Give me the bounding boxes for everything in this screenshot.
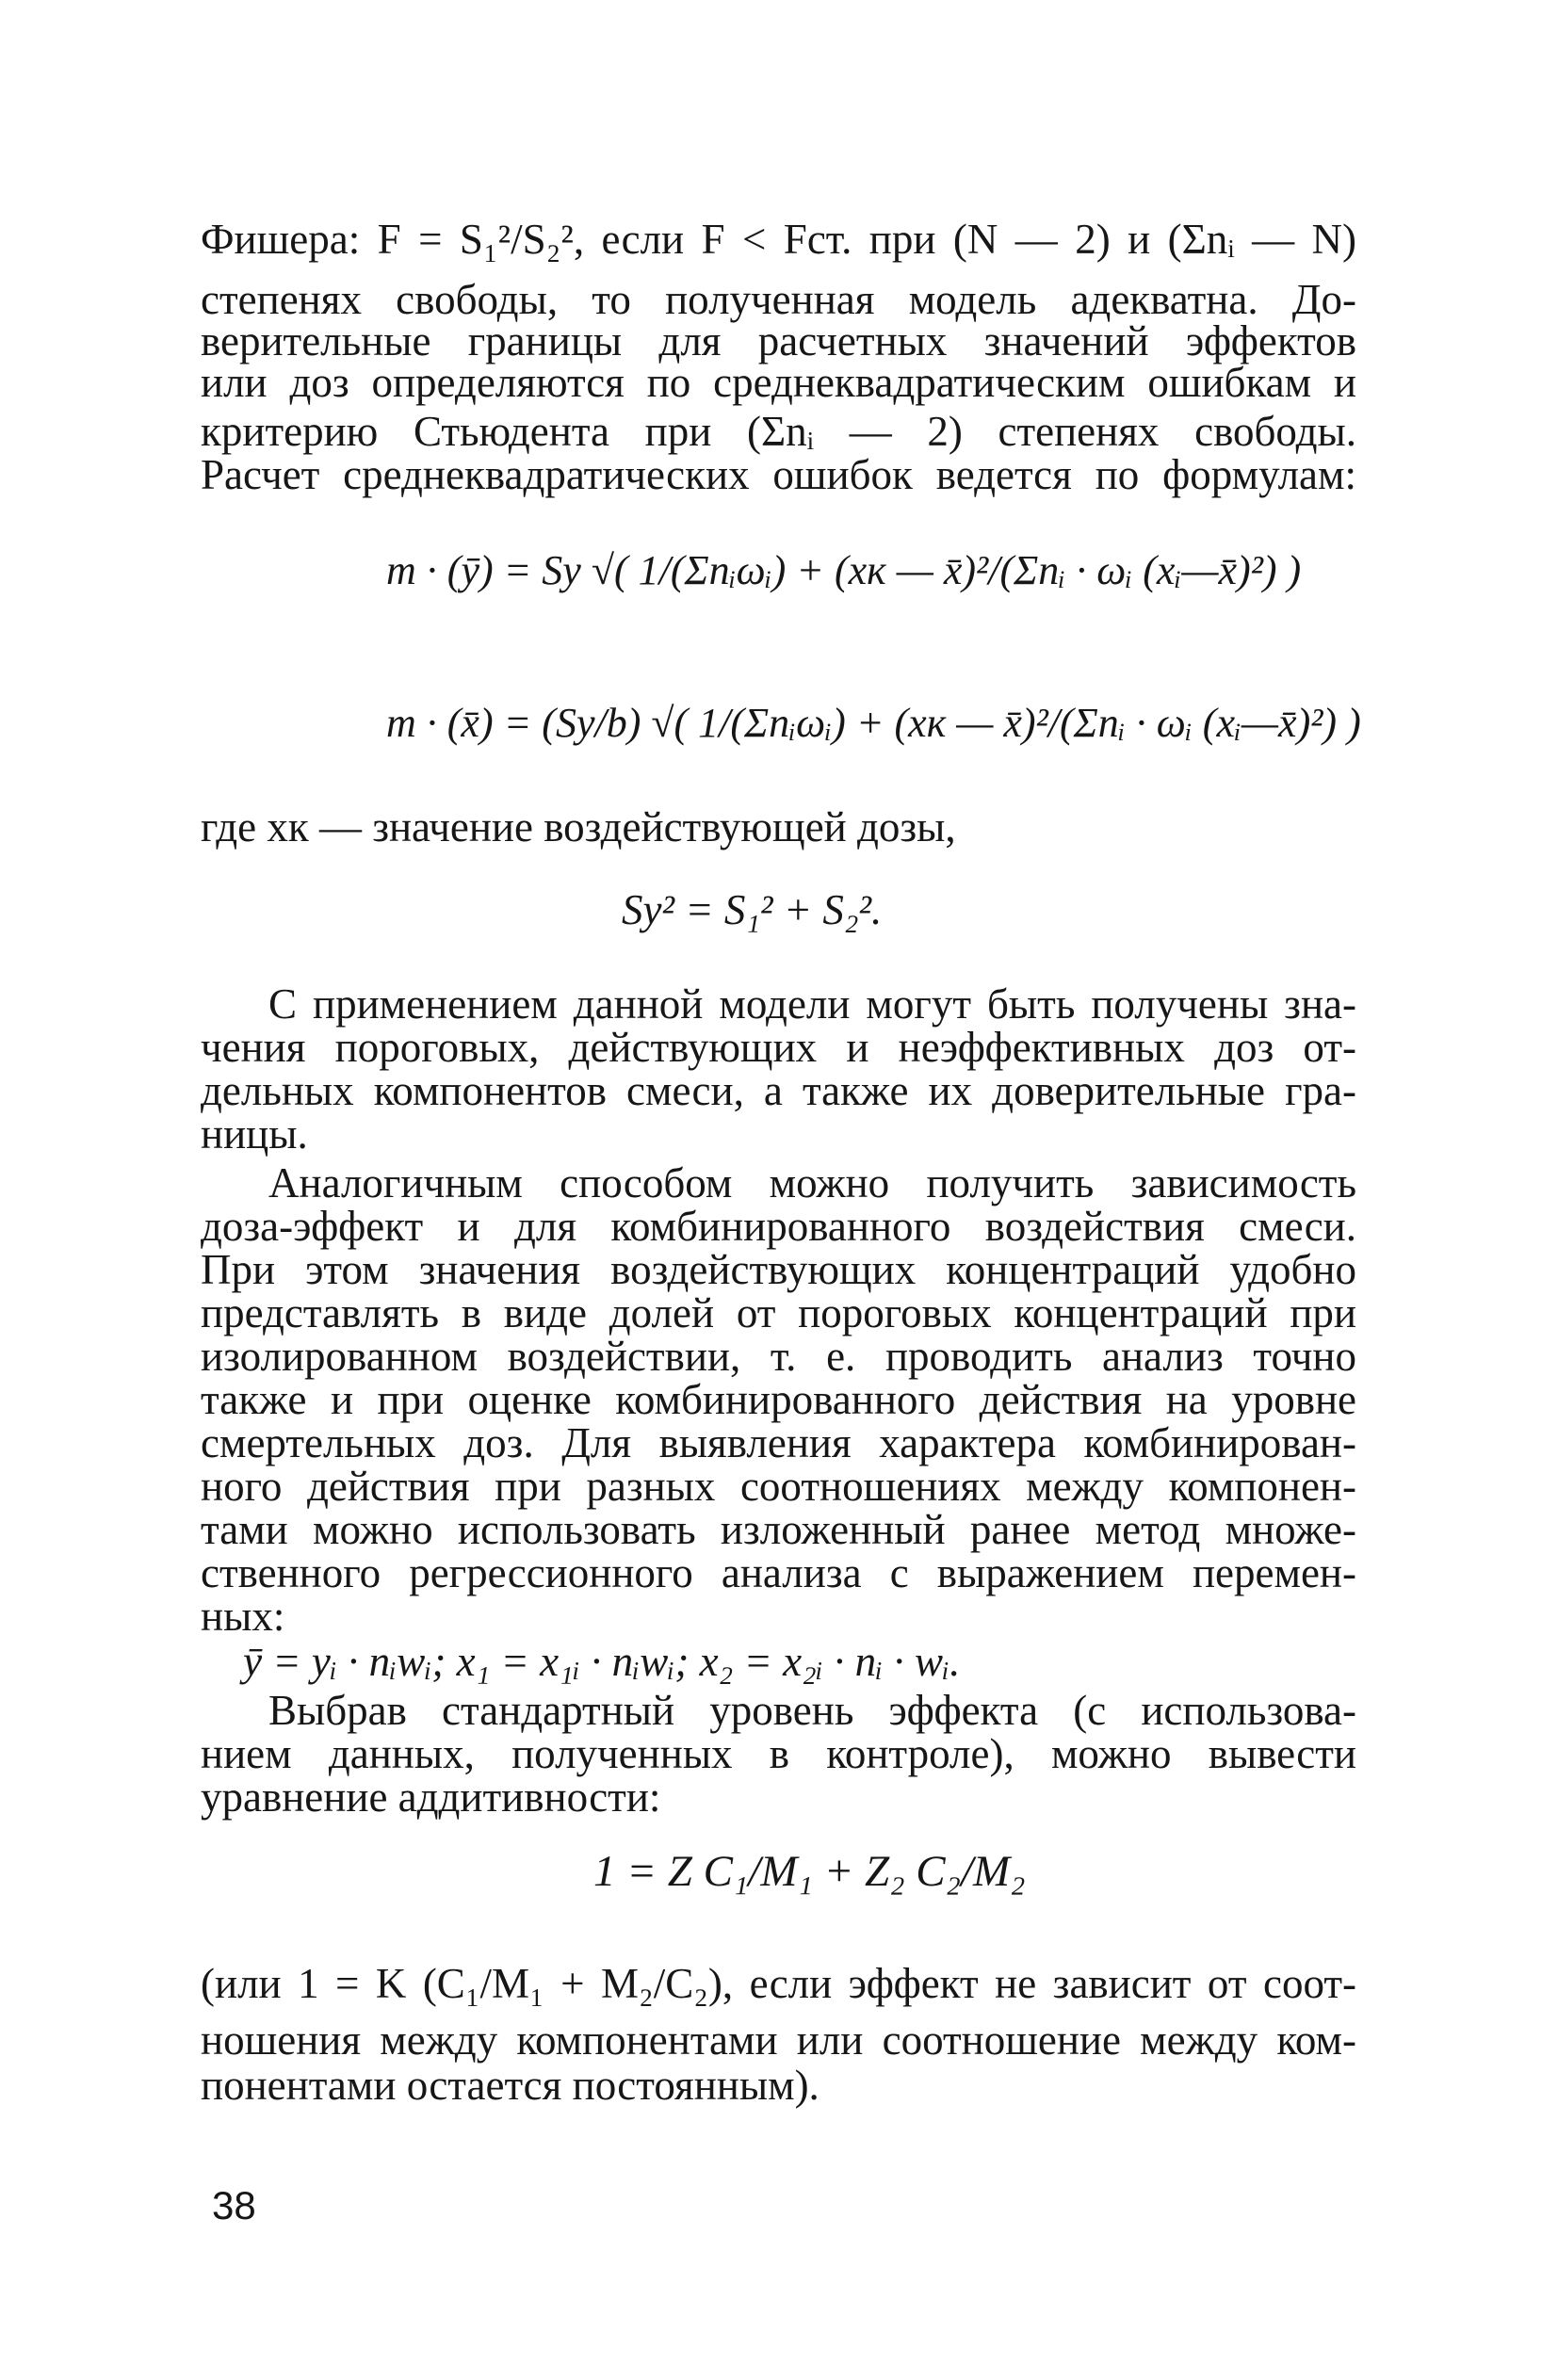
text-line: понентами остается постоянным). xyxy=(201,2062,820,2109)
text-line: доза-эффект и для комбинированного воздействия смеси. xyxy=(201,1203,1356,1250)
formula-variables: ȳ = yᵢ · nᵢwᵢ; x₁ = x₁ᵢ · nᵢwᵢ; x₂ = x₂ᵢ · nᵢ · wᵢ. xyxy=(243,1638,961,1685)
text-line: С применением данной модели могут быть получены зна- xyxy=(268,980,1356,1028)
text-line: дельных компонентов смеси, а также их доверительные гра- xyxy=(201,1067,1356,1114)
text-line: степенях свободы, то полученная модель адекватна. До- xyxy=(201,276,1356,323)
formula-additivity: 1 = Z C₁/M₁ + Z₂ C₂/M₂ xyxy=(593,1847,1026,1896)
text-line: ношения между компонентами или соотношение между ком- xyxy=(201,2016,1356,2064)
text-line: ных: xyxy=(201,1593,285,1640)
text-line: Фишера: F = S₁²/S₂², если F < Fст. при (N — 2) и (Σnᵢ — N) xyxy=(201,216,1356,263)
text-line: смертельных доз. Для выявления характера комбинирован- xyxy=(201,1419,1356,1466)
text-line: Выбрав стандартный уровень эффекта (с использова- xyxy=(268,1687,1356,1734)
text-line: или доз определяются по среднеквадратическим ошибкам и xyxy=(201,359,1356,406)
text-line: ственного регрессионного анализа с выражением перемен- xyxy=(201,1549,1356,1596)
text-line: ного действия при разных соотношениях между компонен- xyxy=(201,1463,1356,1510)
text-line: Расчет среднеквадратических ошибок ведется по формулам: xyxy=(201,451,1356,498)
text-line: ницы. xyxy=(201,1110,308,1158)
formula-error-x: m · (x̄) = (Sy/b) √( 1/(Σnᵢωᵢ) + (xк — x̄)²/(Σnᵢ · ωᵢ (xᵢ—x̄)²) ) xyxy=(386,700,1361,746)
text-line: При этом значения воздействующих концентраций удобно xyxy=(201,1246,1356,1293)
formula-sy: Sy² = S₁² + S₂². xyxy=(622,886,883,933)
text-line: Аналогичным способом можно получить зависимость xyxy=(268,1159,1356,1206)
formula-error-y: m · (ȳ) = Sy √( 1/(Σnᵢωᵢ) + (xк — x̄)²/(Σnᵢ · ωᵢ (xᵢ—x̄)²) ) xyxy=(386,547,1302,593)
text-line: представлять в виде долей от пороговых концентраций при xyxy=(201,1289,1356,1336)
text-line: уравнение аддитивности: xyxy=(201,1773,661,1821)
text-line: нием данных, полученных в контроле), можно вывести xyxy=(201,1730,1356,1777)
text-line: где xк — значение воздействующей дозы, xyxy=(201,803,956,850)
page-number: 38 xyxy=(212,2183,256,2227)
text-line: критерию Стьюдента при (Σnᵢ — 2) степенях свободы. xyxy=(201,408,1356,455)
text-line: также и при оценке комбинированного действия на уровне xyxy=(201,1376,1356,1423)
text-line: верительные границы для расчетных значений эффектов xyxy=(201,317,1356,364)
text-line: тами можно использовать изложенный ранее метод множе- xyxy=(201,1506,1356,1553)
text-line: чения пороговых, действующих и неэффективных доз от- xyxy=(201,1024,1356,1071)
text-line: (или 1 = K (C₁/M₁ + M₂/C₂), если эффект не зависит от соот- xyxy=(201,1960,1356,2007)
text-line: изолированном воздействии, т. е. проводить анализ точно xyxy=(201,1333,1356,1380)
